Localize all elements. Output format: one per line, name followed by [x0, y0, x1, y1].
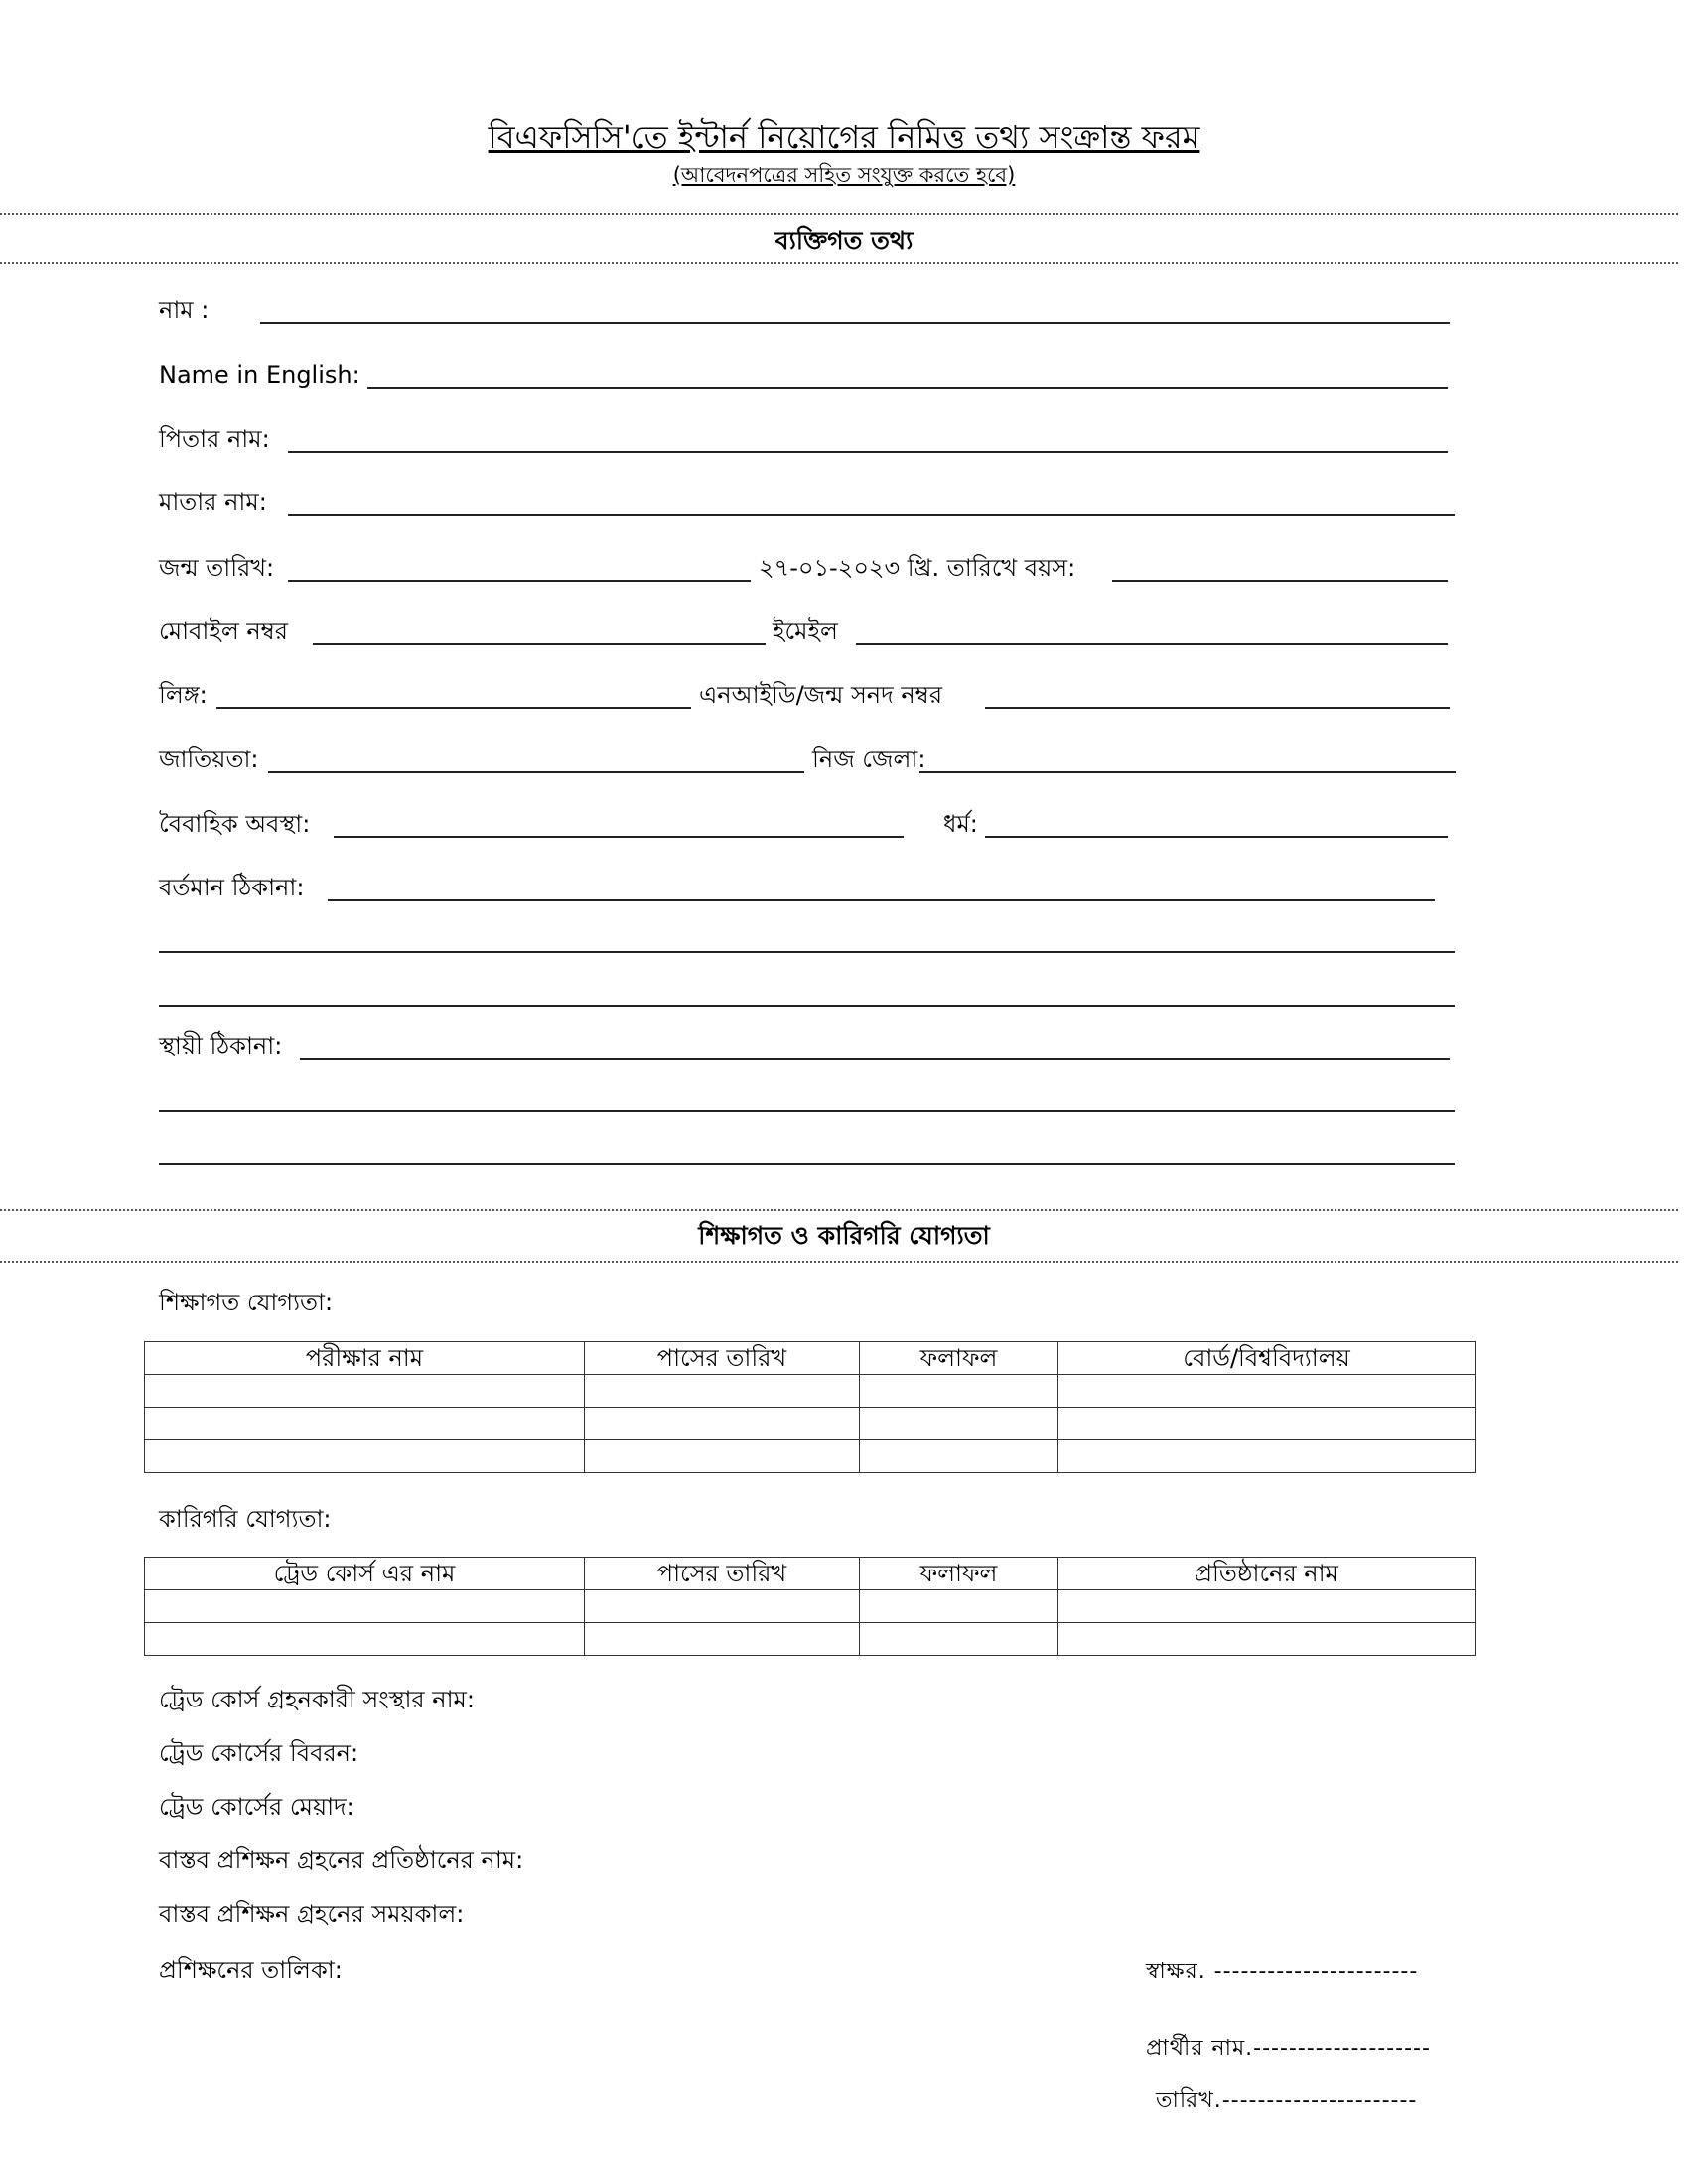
label-practical-institute: বাস্তব প্রশিক্ষন গ্রহনের প্রতিষ্ঠানের নাম:	[159, 1846, 524, 1874]
table-cell[interactable]	[860, 1408, 1058, 1440]
section-title-education: শিক্ষাগত ও কারিগরি যোগ্যতা	[698, 1221, 990, 1250]
label-trade-description: ট্রেড কোর্সের বিবরন:	[159, 1739, 359, 1767]
label-permanent-address: স্থায়ী ঠিকানা:	[159, 1032, 283, 1060]
dotted-divider	[0, 1209, 1678, 1211]
field-father-name[interactable]	[288, 451, 1448, 453]
table-row	[145, 1590, 1476, 1623]
field-present-address-line-3[interactable]	[159, 1005, 1455, 1007]
table-cell[interactable]	[145, 1590, 585, 1623]
label-present-address: বর্তমান ঠিকানা:	[159, 874, 305, 901]
column-header: পরীক্ষার নাম	[145, 1342, 585, 1375]
table-header-row	[145, 1558, 1476, 1590]
table-cell[interactable]	[860, 1623, 1058, 1656]
table-row	[145, 1375, 1476, 1408]
label-father-name: পিতার নাম:	[159, 425, 270, 453]
field-religion[interactable]	[985, 836, 1448, 838]
column-header: ফলাফল	[860, 1558, 1058, 1590]
field-email[interactable]	[856, 643, 1448, 645]
table-cell[interactable]	[1058, 1408, 1476, 1440]
signature-field[interactable]: স্বাক্ষর. -----------------------	[1146, 1959, 1419, 1983]
dotted-divider	[0, 262, 1678, 264]
academic-table	[144, 1341, 1476, 1473]
table-cell[interactable]	[860, 1590, 1058, 1623]
table-cell[interactable]	[145, 1408, 585, 1440]
table-cell[interactable]	[585, 1623, 860, 1656]
column-header: ট্রেড কোর্স এর নাম	[145, 1558, 585, 1590]
label-gender: লিঙ্গ:	[159, 681, 208, 709]
table-cell[interactable]	[860, 1440, 1058, 1473]
label-dob: জন্ম তারিখ:	[159, 554, 275, 582]
label-name-en: Name in English:	[159, 361, 360, 389]
column-header: বোর্ড/বিশ্ববিদ্যালয়	[1058, 1342, 1476, 1375]
label-mother-name: মাতার নাম:	[159, 488, 267, 516]
label-nationality: জাতিয়তা:	[159, 746, 259, 773]
field-home-district[interactable]	[919, 771, 1456, 773]
column-header: প্রতিষ্ঠানের নাম	[1058, 1558, 1476, 1590]
table-row	[145, 1440, 1476, 1473]
field-permanent-address-line-3[interactable]	[159, 1163, 1455, 1165]
table-cell[interactable]	[145, 1375, 585, 1408]
table-cell[interactable]	[1058, 1590, 1476, 1623]
table-cell[interactable]	[145, 1623, 585, 1656]
form-title: বিএফসিসি'তে ইন্টার্ন নিয়োগের নিমিত্ত তথ্য সংক্রান্ত ফরম	[488, 118, 1200, 156]
label-technical-qualification: কারিগরি যোগ্যতা:	[159, 1505, 332, 1533]
table-cell[interactable]	[585, 1408, 860, 1440]
label-practical-period: বাস্তব প্রশিক্ষন গ্রহনের সময়কাল:	[159, 1900, 465, 1928]
label-age: ২৭-০১-২০২৩ খ্রি. তারিখে বয়স:	[759, 554, 1076, 582]
field-marital-status[interactable]	[334, 836, 904, 838]
column-header: পাসের তারিখ	[585, 1342, 860, 1375]
field-permanent-address-line-2[interactable]	[159, 1110, 1455, 1112]
label-trade-duration: ট্রেড কোর্সের মেয়াদ:	[159, 1793, 354, 1821]
field-present-address-line-1[interactable]	[328, 899, 1435, 901]
table-cell[interactable]	[585, 1375, 860, 1408]
dotted-divider	[0, 1261, 1678, 1263]
field-nid[interactable]	[985, 707, 1450, 709]
field-mother-name[interactable]	[288, 514, 1455, 516]
label-email: ইমেইল	[773, 617, 838, 645]
table-cell[interactable]	[145, 1440, 585, 1473]
label-marital-status: বৈবাহিক অবস্থা:	[159, 810, 311, 838]
label-training-list: প্রশিক্ষনের তালিকা:	[159, 1956, 343, 1983]
dotted-divider	[0, 213, 1678, 215]
field-permanent-address-line-1[interactable]	[300, 1058, 1450, 1060]
form-subtitle: (আবেদনপত্রের সহিত সংযুক্ত করতে হবে)	[672, 163, 1016, 187]
table-cell[interactable]	[1058, 1375, 1476, 1408]
column-header: পাসের তারিখ	[585, 1558, 860, 1590]
field-name-bn[interactable]	[260, 322, 1450, 324]
table-row	[145, 1623, 1476, 1656]
field-present-address-line-2[interactable]	[159, 951, 1455, 953]
technical-table	[144, 1557, 1476, 1656]
field-gender[interactable]	[216, 707, 691, 709]
field-nationality[interactable]	[268, 771, 804, 773]
table-cell[interactable]	[585, 1440, 860, 1473]
label-home-district: নিজ জেলা:	[812, 746, 926, 773]
table-row	[145, 1408, 1476, 1440]
section-title-personal: ব্যক্তিগত তথ্য	[774, 226, 914, 255]
applicant-name-field[interactable]: প্রার্থীর নাম.--------------------	[1146, 2036, 1431, 2061]
table-cell[interactable]	[1058, 1440, 1476, 1473]
label-religion: ধর্ম:	[943, 810, 978, 838]
column-header: ফলাফল	[860, 1342, 1058, 1375]
label-name-bn: নাম :	[159, 296, 210, 324]
field-dob[interactable]	[288, 580, 751, 582]
date-field[interactable]: তারিখ.----------------------	[1156, 2088, 1418, 2113]
field-mobile[interactable]	[313, 643, 766, 645]
label-mobile: মোবাইল নম্বর	[159, 617, 289, 645]
table-cell[interactable]	[585, 1590, 860, 1623]
table-cell[interactable]	[1058, 1623, 1476, 1656]
table-header-row	[145, 1342, 1476, 1375]
field-name-en[interactable]	[367, 387, 1448, 389]
table-cell[interactable]	[860, 1375, 1058, 1408]
label-nid: এনআইডি/জন্ম সনদ নম্বর	[699, 681, 943, 709]
field-age[interactable]	[1112, 580, 1448, 582]
label-trade-institute: ট্রেড কোর্স গ্রহনকারী সংস্থার নাম:	[159, 1686, 475, 1713]
label-academic-qualification: শিক্ষাগত যোগ্যতা:	[159, 1289, 334, 1316]
